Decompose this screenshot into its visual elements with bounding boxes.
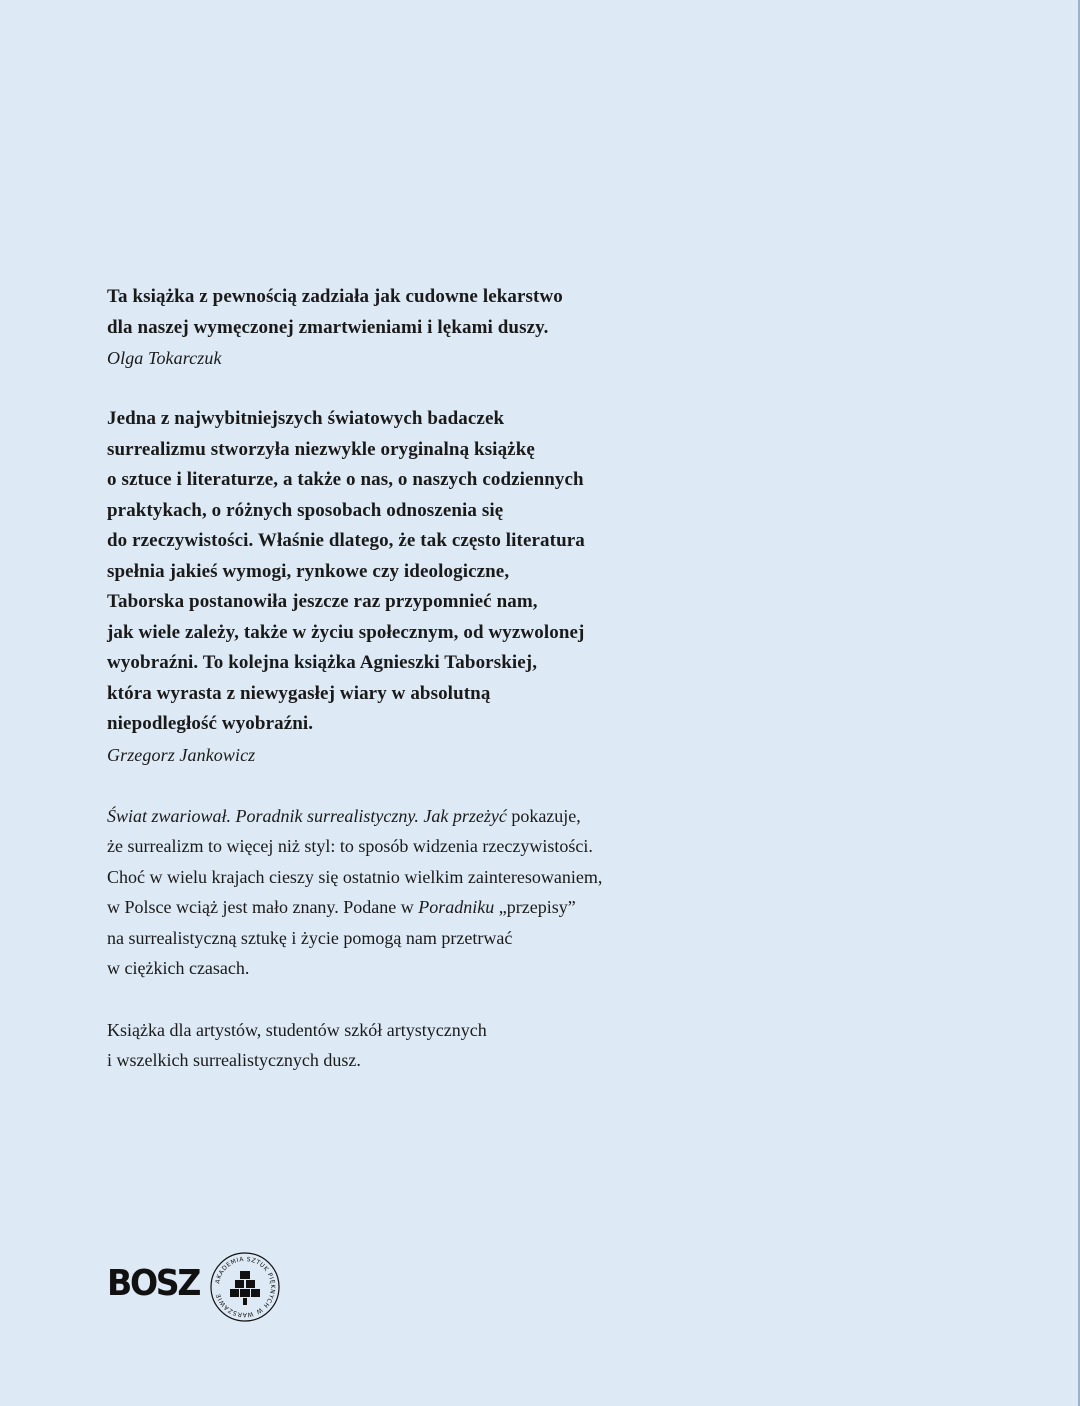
audience-line: Książka dla artystów, studentów szkół artystycznych xyxy=(107,1019,487,1040)
blurb-line: która wyrasta z niewygasłej wiary w absolutną xyxy=(107,682,491,704)
blurb-tokarczuk xyxy=(107,282,667,373)
description-line: w Polsce wciąż jest mało znany. Podane w Poradniku „przepisy” xyxy=(107,897,576,917)
audience-note xyxy=(107,1015,667,1076)
blurb-line: Taborska postanowiła jeszcze raz przypomnieć nam, xyxy=(107,591,538,612)
blurb-line: wyobraźni. To kolejna książka Agnieszki Taborskiej, xyxy=(107,652,538,673)
bosz-logo: BOSZ xyxy=(107,1263,200,1304)
blurb-line: Jedna z najwybitniejszych światowych badaczek xyxy=(107,408,505,429)
blurb-line: praktykach, o różnych sposobach odnoszenia się xyxy=(107,499,504,521)
blurb-author: Grzegorz Jankowicz xyxy=(107,744,256,765)
blurb-author: Olga Tokarczuk xyxy=(107,348,222,368)
description-line: na surrealistyczną sztukę i życie pomogą nam przetrwać xyxy=(107,927,513,948)
back-cover-text xyxy=(107,282,667,1076)
blurb-jankowicz xyxy=(107,404,667,770)
description-line: Świat zwariował. Poradnik surrealistyczny. Jak przeżyć pokazuje, xyxy=(107,805,581,826)
description-line: w ciężkich czasach. xyxy=(107,958,250,978)
audience-line: i wszelkich surrealistycznych dusz. xyxy=(107,1050,361,1070)
blurb-line: do rzeczywistości. Właśnie dlatego, że tak często literatura xyxy=(107,530,585,551)
description-line: że surrealizm to więcej niż styl: to sposób widzenia rzeczywistości. xyxy=(107,836,593,856)
svg-text:AKADEMIA SZTUK PIĘKNYCH W WARS: AKADEMIA SZTUK PIĘKNYCH W WARSZAWIE xyxy=(214,1255,277,1319)
blurb-line: niepodległość wyobraźni. xyxy=(107,713,314,734)
book-title: Świat zwariował. Poradnik surrealistyczny. Jak przeżyć xyxy=(107,805,507,826)
book-description xyxy=(107,801,667,984)
blurb-line: dla naszej wymęczonej zmartwieniami i lękami duszy. xyxy=(107,316,549,338)
blurb-line: o sztuce i literaturze, a także o nas, o naszych codziennych xyxy=(107,469,584,490)
blurb-line: jak wiele zależy, także w życiu społecznym, od wyzwolonej xyxy=(107,621,585,643)
blurb-line: surrealizmu stworzyła niezwykle oryginalną książkę xyxy=(107,438,535,460)
academy-seal-icon xyxy=(209,1251,281,1323)
blurb-line: spełnia jakieś wymogi, rynkowe czy ideologiczne, xyxy=(107,560,510,582)
description-line: Choć w wielu krajach cieszy się ostatnio wielkim zainteresowaniem, xyxy=(107,866,603,887)
blurb-line: Ta książka z pewnością zadziała jak cudowne lekarstwo xyxy=(107,286,563,307)
